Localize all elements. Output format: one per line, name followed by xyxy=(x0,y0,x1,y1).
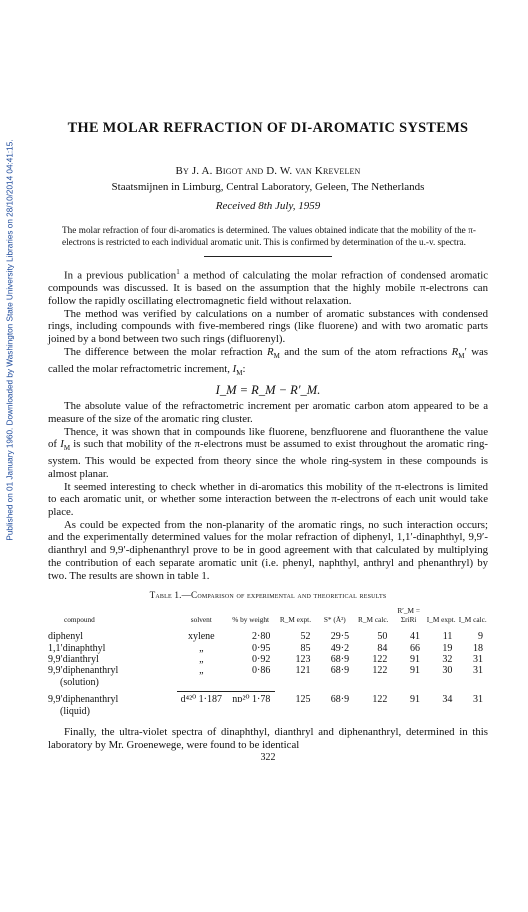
p5-text-a: Thence, it was shown that in compounds like fluorene, benzfluorene and fluoranthene the value of xyxy=(48,425,488,451)
cell-rm-expt: 121 xyxy=(295,665,311,677)
download-sidebar xyxy=(2,95,18,585)
p5-text-b: is such that mobility of the π-electrons must be assumed to exist throughout the aromatic ring-system. This would be expected from theory since the whole ring-system in these compounds is almost planar. xyxy=(48,438,488,480)
table-row xyxy=(48,631,488,642)
author-2: D. W. van Krevelen xyxy=(266,165,361,177)
received-date xyxy=(48,200,488,212)
paragraph-6: It seemed interesting to check whether in di-aromatics this mobility of the π-electrons is limited to each aromatic unit, or whether some interaction between the π-electrons of each unit would take place. xyxy=(48,480,488,519)
paragraph-1 xyxy=(48,266,488,308)
table-row xyxy=(48,654,488,665)
compound-note: (solution) xyxy=(60,676,99,688)
cell-rm-sum: 91 xyxy=(409,694,420,706)
cell-rm-expt: 123 xyxy=(295,654,311,666)
cell-rm-calc: 122 xyxy=(372,665,388,677)
cell-s: 49·2 xyxy=(330,642,350,654)
separator-line xyxy=(177,691,276,692)
header-rm-calc: R_M calc. xyxy=(358,615,389,625)
cell-rm-expt: 85 xyxy=(300,642,311,654)
paragraph-2: The method was verified by calculations on a number of aromatic substances with condensed rings, including compounds with five-membered rings (like fluorene) and with two aromatic parts joined by a bond between two such rings (difluorenyl). xyxy=(48,307,488,346)
author-line xyxy=(48,165,488,177)
cell-im-calc: 31 xyxy=(473,665,483,677)
cell-rm-calc: 122 xyxy=(372,654,388,666)
cell-im-expt: 19 xyxy=(442,642,453,654)
download-stamp-text: Published on 01 January 1960. Downloaded by Washington State University Libraries on 28/10/2014 04:41:15. xyxy=(5,139,15,541)
cell-im-expt: 32 xyxy=(442,654,453,666)
cell-im-expt: 30 xyxy=(442,665,453,677)
page-number: 322 xyxy=(260,752,276,764)
article-body-continued xyxy=(48,726,488,751)
table-row xyxy=(48,665,488,688)
p1-text-a: In a previous publication xyxy=(64,269,177,282)
header-compound: compound xyxy=(64,615,95,625)
table-caption: Table 1.—Comparison of experimental and theoretical results xyxy=(149,590,387,601)
paragraph-8: Finally, the ultra-violet spectra of dinaphthyl, dianthryl and diphenanthryl, determined in this laboratory by Mr. Groenewege, were found to be identical xyxy=(48,726,488,751)
cell-rm-calc: 84 xyxy=(377,642,388,654)
cell-s: 29·5 xyxy=(330,631,350,643)
header-solvent: solvent xyxy=(190,615,212,625)
cell-im-expt: 11 xyxy=(442,631,453,643)
header-rm-expt: R_M expt. xyxy=(279,615,312,625)
cell-weight: nᴅ²⁰ 1·78 xyxy=(232,694,271,706)
abstract: The molar refraction of four di-aromatics is determined. The values obtained indicate that the mobility of the π-electrons is restricted to each individual aromatic unit. This is confirmed by determination of the u.-v. spectra. xyxy=(62,225,476,247)
table-header-row xyxy=(48,606,488,631)
p3-text-a: The difference between the molar refraction xyxy=(64,345,267,358)
compound-note: (liquid) xyxy=(60,705,90,717)
author-1: J. A. Bigot xyxy=(191,165,243,177)
header-s: S* (Å²) xyxy=(323,615,346,625)
cell-s: 68·9 xyxy=(330,694,350,706)
p1-text-b: a method of calculating the molar refraction of condensed aromatic compounds was discussed. It is based on the assumption that the highly mobile π-electrons can follow the rapidly oscillating electromagnetic field without relaxation. xyxy=(48,269,488,307)
compound-name: 9,9′diphenanthryl xyxy=(48,665,119,677)
cell-solvent: d⁴²⁰ 1·187 xyxy=(180,694,222,706)
cell-compound: 1,1′dinaphthyl xyxy=(48,642,106,654)
cell-im-expt: 34 xyxy=(442,694,453,706)
affiliation: Staatsmijnen in Limburg, Central Laboratory, Geleen, The Netherlands xyxy=(111,181,425,193)
header-weight: % by weight xyxy=(232,615,270,625)
article-page xyxy=(48,120,488,763)
header-im-calc: I_M calc. xyxy=(458,615,487,625)
cell-rm-calc: 50 xyxy=(377,631,388,643)
formula-im: I_M = R_M − R′_M. xyxy=(215,382,321,397)
cell-weight: 2·80 xyxy=(252,631,271,643)
table-row xyxy=(48,694,488,717)
cell-compound xyxy=(48,694,177,717)
paragraph-4: The absolute value of the refractometric increment per aromatic carbon atom appeared to be a measure of the size of the aromatic ring cluster. xyxy=(48,400,488,425)
cell-compound: 9,9′dianthryl xyxy=(48,654,99,666)
paragraph-3: The difference between the molar refraction $R_M$ and the sum of the atom refractions $R_M'$ was called the molar refractometric increment, $I_M$: xyxy=(48,345,489,377)
cell-rm-expt: 52 xyxy=(300,631,311,643)
cell-compound: diphenyl xyxy=(48,631,83,643)
paragraph-7: As could be expected from the non-planarity of the aromatic rings, no such interaction occurs; and the experimentally determined values for the molar refraction of diphenyl, 1,1′-dinaphthyl, 9,9′-dianthryl and 9,9′-diphenanthryl prove to be in good agreement with that calculated by multiplying the contribution of each separate aromatic unit (i.e. phenyl, naphthyl, anthryl and phenanthryl) by two. The results are shown in table 1. xyxy=(48,518,488,582)
cell-rm-sum: 91 xyxy=(409,665,420,677)
cell-solvent: „ xyxy=(199,654,204,666)
cell-rm-sum: 41 xyxy=(409,631,420,643)
cell-im-calc: 31 xyxy=(473,654,483,666)
p3-text-c: was called the molar refractometric increment, xyxy=(48,345,489,375)
cell-im-calc: 18 xyxy=(473,642,483,654)
paragraph-5: Thence, it was shown that in compounds like fluorene, benzfluorene and fluoranthene the value of $I_M$ is such that mobility of the π-electrons must be assumed to exist throughout the aromatic ring-system. This would be expected from theory since the whole ring-system in these compounds is almost planar. xyxy=(48,425,488,480)
cell-weight: 0·95 xyxy=(252,642,271,654)
header-rm-sum: R′_M = ΣriRi xyxy=(397,606,420,625)
received-text: Received 8th July, 1959 xyxy=(215,200,321,212)
cell-im-calc: 31 xyxy=(473,694,483,706)
cell-compound xyxy=(48,665,177,688)
by-word: By xyxy=(175,165,189,177)
cell-weight: 0·86 xyxy=(252,665,271,677)
cell-solvent: „ xyxy=(199,642,204,654)
cell-weight: 0·92 xyxy=(252,654,271,666)
and-word: and xyxy=(245,165,264,177)
table-row xyxy=(48,643,488,654)
cell-solvent: xylene xyxy=(187,631,215,643)
compound-name: 9,9′diphenanthryl xyxy=(48,694,119,706)
cell-im-calc: 9 xyxy=(478,631,483,643)
cell-s: 68·9 xyxy=(330,654,350,666)
cell-s: 68·9 xyxy=(330,665,350,677)
p3-text-b: and the sum of the atom refractions xyxy=(279,345,452,358)
separator-rule xyxy=(204,256,332,257)
p3-text-d: : xyxy=(242,362,246,375)
cell-rm-expt: 125 xyxy=(295,694,311,706)
cell-solvent: „ xyxy=(199,665,204,677)
cell-rm-sum: 66 xyxy=(409,642,420,654)
cell-rm-sum: 91 xyxy=(409,654,420,666)
reference-1: 1 xyxy=(176,268,180,276)
article-title: THE MOLAR REFRACTION OF DI-AROMATIC SYSTEMS xyxy=(67,120,469,136)
results-table xyxy=(48,606,488,717)
header-im-expt: I_M expt. xyxy=(426,615,456,625)
article-body xyxy=(48,266,488,582)
cell-rm-calc: 122 xyxy=(372,694,388,706)
